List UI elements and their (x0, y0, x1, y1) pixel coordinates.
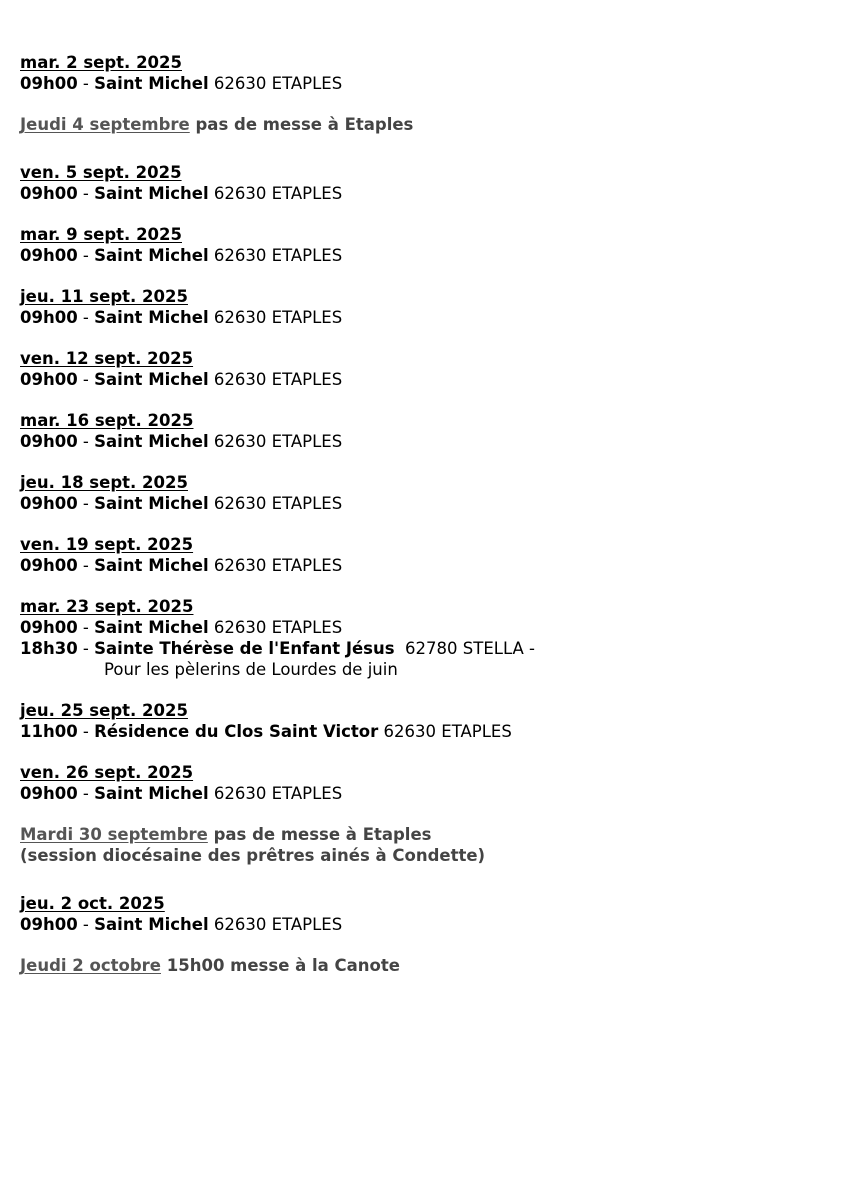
mass-time-line (20, 431, 830, 452)
mass-time: 18h30 (20, 639, 78, 658)
separator: - (82, 784, 89, 803)
notice-text: pas de messe à Etaples (213, 825, 432, 844)
city: 62630 ETAPLES (213, 494, 343, 513)
separator: - (82, 639, 89, 658)
mass-entry (20, 224, 830, 266)
mass-date: ven. 5 sept. 2025 (20, 163, 182, 182)
mass-time: 09h00 (20, 246, 78, 265)
mass-intention: Pour les pèlerins de Lourdes de juin (104, 660, 398, 679)
mass-date: jeu. 11 sept. 2025 (20, 287, 188, 306)
church-name: Saint Michel (94, 556, 209, 575)
mass-time: 09h00 (20, 308, 78, 327)
city: 62780 STELLA - (405, 639, 536, 658)
notice-text: pas de messe à Etaples (195, 115, 414, 134)
mass-time-line (20, 183, 830, 204)
church-name: Saint Michel (94, 432, 209, 451)
city: 62630 ETAPLES (213, 308, 343, 327)
mass-time-line (20, 721, 830, 742)
mass-time-line (20, 245, 830, 266)
separator: - (82, 618, 89, 637)
mass-entry (20, 762, 830, 804)
mass-date: ven. 12 sept. 2025 (20, 349, 194, 368)
mass-date: jeu. 2 oct. 2025 (20, 894, 165, 913)
church-name: Saint Michel (94, 74, 209, 93)
separator: - (82, 308, 89, 327)
city: 62630 ETAPLES (213, 784, 343, 803)
mass-time: 09h00 (20, 370, 78, 389)
city: 62630 ETAPLES (213, 246, 343, 265)
separator: - (82, 74, 89, 93)
notice-detail: (session diocésaine des prêtres ainés à Condette) (20, 846, 486, 865)
mass-date: jeu. 18 sept. 2025 (20, 473, 188, 492)
mass-time-line (20, 914, 830, 935)
mass-time-line (20, 617, 830, 638)
church-name: Saint Michel (94, 370, 209, 389)
mass-time: 09h00 (20, 618, 78, 637)
mass-time: 11h00 (20, 722, 78, 741)
city: 62630 ETAPLES (213, 432, 343, 451)
church-name: Sainte Thérèse de l'Enfant Jésus (94, 639, 395, 658)
mass-time-line (20, 369, 830, 390)
separator: - (82, 722, 89, 741)
separator: - (82, 370, 89, 389)
mass-entry (20, 410, 830, 452)
city: 62630 ETAPLES (213, 618, 343, 637)
mass-date: mar. 23 sept. 2025 (20, 597, 194, 616)
mass-date: mar. 16 sept. 2025 (20, 411, 194, 430)
notice-date: Jeudi 4 septembre (20, 115, 190, 134)
notice (20, 824, 830, 845)
mass-time: 09h00 (20, 74, 78, 93)
mass-entry (20, 534, 830, 576)
city: 62630 ETAPLES (213, 915, 343, 934)
mass-date: mar. 9 sept. 2025 (20, 225, 182, 244)
notice-text: 15h00 messe à la Canote (166, 956, 400, 975)
mass-entry (20, 700, 830, 742)
separator: - (82, 556, 89, 575)
separator: - (82, 246, 89, 265)
church-name: Saint Michel (94, 915, 209, 934)
mass-schedule (20, 52, 830, 976)
church-name: Saint Michel (94, 618, 209, 637)
mass-time-line (20, 638, 830, 659)
separator: - (82, 184, 89, 203)
notice (20, 114, 830, 135)
mass-time-line (20, 783, 830, 804)
mass-entry (20, 893, 830, 935)
city: 62630 ETAPLES (213, 74, 343, 93)
mass-time-line (20, 493, 830, 514)
church-name: Saint Michel (94, 784, 209, 803)
separator: - (82, 494, 89, 513)
mass-entry (20, 472, 830, 514)
city: 62630 ETAPLES (383, 722, 512, 741)
mass-date: ven. 19 sept. 2025 (20, 535, 194, 554)
mass-time: 09h00 (20, 432, 78, 451)
mass-date: jeu. 25 sept. 2025 (20, 701, 188, 720)
separator: - (82, 432, 89, 451)
separator: - (82, 915, 89, 934)
mass-time: 09h00 (20, 915, 78, 934)
mass-date: mar. 2 sept. 2025 (20, 53, 182, 72)
city: 62630 ETAPLES (213, 184, 343, 203)
mass-time-line (20, 73, 830, 94)
notice-date: Mardi 30 septembre (20, 825, 208, 844)
mass-date: ven. 26 sept. 2025 (20, 763, 194, 782)
church-name: Saint Michel (94, 494, 209, 513)
city: 62630 ETAPLES (213, 556, 343, 575)
city: 62630 ETAPLES (213, 370, 343, 389)
mass-time: 09h00 (20, 494, 78, 513)
church-name: Résidence du Clos Saint Victor (94, 722, 379, 741)
church-name: Saint Michel (94, 184, 209, 203)
notice-date: Jeudi 2 octobre (20, 956, 161, 975)
church-name: Saint Michel (94, 308, 209, 327)
mass-time-line (20, 307, 830, 328)
mass-entry (20, 52, 830, 94)
mass-entry (20, 286, 830, 328)
mass-entry (20, 596, 830, 680)
mass-entry (20, 348, 830, 390)
mass-time-line (20, 555, 830, 576)
mass-entry (20, 162, 830, 204)
church-name: Saint Michel (94, 246, 209, 265)
mass-time: 09h00 (20, 184, 78, 203)
notice (20, 955, 830, 976)
mass-time: 09h00 (20, 784, 78, 803)
mass-time: 09h00 (20, 556, 78, 575)
